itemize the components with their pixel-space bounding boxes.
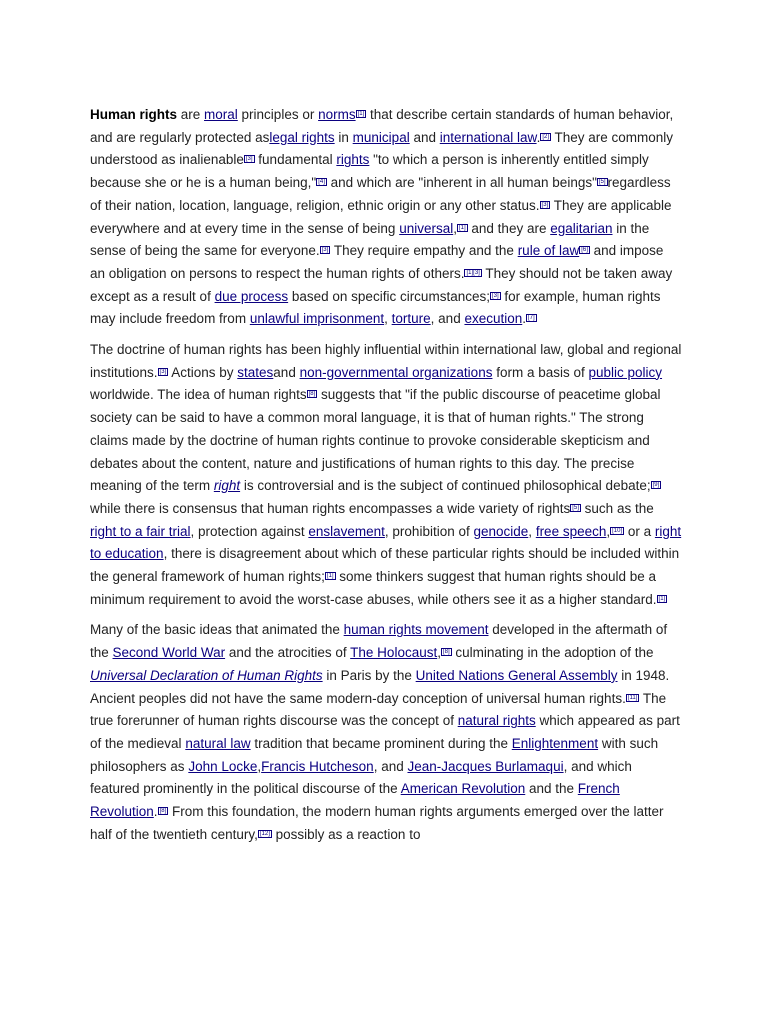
article-body	[90, 104, 682, 855]
link-due-process[interactable]: due process	[214, 288, 289, 304]
citation-label: [3]	[159, 368, 167, 375]
link-legal-rights[interactable]: legal rights	[269, 129, 335, 145]
text-run: culminating in the adoption of the	[451, 645, 654, 661]
citation-ref[interactable]	[320, 246, 331, 253]
text-run: , and which featured prominently in the political discourse of the	[90, 758, 632, 797]
citation-label: [5]	[572, 504, 579, 511]
citation-ref[interactable]	[325, 572, 336, 579]
citation-label: [7]	[528, 315, 535, 322]
link-states[interactable]: states	[237, 364, 274, 380]
text-run: tradition that became prominent during the	[250, 735, 512, 751]
text-run: principles or	[237, 107, 319, 122]
text-run: and the	[525, 781, 578, 797]
citation-label: [9]	[652, 482, 660, 489]
citation-label: [8]	[308, 391, 316, 398]
text-run: , and	[430, 311, 465, 327]
citation-ref[interactable]	[457, 224, 468, 231]
paragraph-2	[90, 339, 682, 611]
link-right-to-education[interactable]: right to education	[90, 523, 682, 562]
link-american-revolution[interactable]: American Revolution	[400, 781, 526, 797]
text-run: such as the	[580, 500, 654, 516]
link-norms[interactable]: norms	[318, 107, 356, 122]
article-subject: Human rights	[90, 107, 178, 122]
link-right[interactable]: right	[213, 478, 241, 494]
citation-label: [8]	[159, 808, 167, 815]
link-unlawful-imprisonment[interactable]: unlawful imprisonment	[249, 311, 385, 327]
link-natural-law[interactable]: natural law	[185, 735, 251, 751]
link-united-nations-general-assembly[interactable]: United Nations General Assembly	[415, 667, 618, 683]
citation-ref[interactable]	[490, 292, 501, 299]
text-run: .	[153, 804, 158, 820]
citation-ref[interactable]	[464, 269, 481, 276]
link-the-holocaust[interactable]: The Holocaust	[350, 645, 438, 661]
citation-ref[interactable]	[316, 178, 327, 185]
link-municipal[interactable]: municipal	[352, 129, 410, 145]
citation-label: [3]	[245, 156, 253, 163]
citation-label: [12]	[259, 830, 270, 837]
link-enlightenment[interactable]: Enlightenment	[511, 735, 599, 751]
text-run: ,	[606, 523, 611, 539]
link-john-locke[interactable]: John Locke	[188, 758, 258, 774]
citation-label: [11]	[627, 694, 638, 701]
citation-ref[interactable]	[526, 314, 537, 321]
text-run: while there is consensus that human rights encompasses a wide variety of rights	[90, 500, 571, 516]
text-run: are	[177, 107, 205, 122]
text-run: and impose an obligation on persons to respect the human rights of others.	[90, 243, 664, 281]
text-run: fundamental	[254, 152, 337, 168]
text-run: suggests that "if the public discourse of peacetime global society can be said to have a common moral language, it is that of human rights." The strong claims made by the doctrine of human rights continue to provoke considerable skepticism and debates about the content, nature and justifications of human rights to this day. The precise meaning of the term	[90, 387, 661, 494]
citation-label: [8]	[442, 649, 450, 656]
link-universal-declaration-of-human-rights[interactable]: Universal Declaration of Human Rights	[90, 667, 323, 683]
text-run: for example, human rights may include freedom from	[90, 288, 661, 327]
text-run: and	[273, 364, 300, 380]
text-run: or a	[624, 523, 655, 539]
text-run: with such philosophers as	[90, 735, 659, 774]
citation-label: [4]	[318, 179, 325, 186]
text-run: , protection against	[190, 523, 309, 539]
text-run: worldwide. The idea of human rights	[90, 387, 307, 403]
text-run: They require empathy and the	[330, 243, 518, 259]
text-run: , prohibition of	[384, 523, 474, 539]
citation-label: [3]	[321, 247, 329, 254]
citation-label: [6]	[581, 247, 588, 254]
link-right-to-a-fair-trial[interactable]: right to a fair trial	[90, 523, 191, 539]
citation-label: [5]	[598, 179, 606, 186]
text-run: They are commonly understood as inalienable	[90, 129, 674, 168]
link-free-speech[interactable]: free speech	[535, 523, 607, 539]
text-run: is controversial and is the subject of continued philosophical debate;	[240, 478, 651, 494]
text-run: and they are	[467, 220, 551, 236]
citation-label: [2]	[542, 133, 549, 140]
text-run: .	[536, 129, 541, 145]
citation-ref[interactable]	[158, 807, 169, 814]
link-francis-hutcheson[interactable]: Francis Hutcheson	[261, 758, 374, 774]
citation-ref[interactable]	[540, 133, 551, 140]
link-moral[interactable]: moral	[204, 107, 238, 122]
link-rights[interactable]: rights	[336, 152, 370, 168]
text-run: and	[409, 129, 440, 145]
citation-ref[interactable]	[258, 830, 272, 837]
text-run: Many of the basic ideas that animated the	[90, 622, 344, 638]
text-run: some thinkers suggest that human rights should be a minimum requirement to avoid the worst-case abuses, while others see it as a higher standard.	[90, 569, 657, 607]
citation-ref[interactable]	[158, 368, 169, 375]
text-run: The doctrine of human rights has been highly influential within international law, global and regional institutions.	[90, 342, 682, 380]
text-run: They should not be taken away except as a result of	[90, 265, 673, 304]
citation-label: [1]	[326, 573, 334, 580]
citation-ref[interactable]	[570, 504, 581, 511]
text-run: based on specific circumstances;	[288, 288, 490, 304]
text-run: possibly as a reaction to	[271, 826, 421, 842]
text-run: The true forerunner of human rights discourse was the concept of	[90, 690, 667, 729]
citation-label: [10]	[612, 527, 623, 534]
citation-ref[interactable]	[610, 527, 624, 534]
link-international-law[interactable]: international law	[439, 129, 537, 145]
link-universal[interactable]: universal	[399, 220, 454, 236]
link-public-policy[interactable]: public policy	[588, 364, 663, 380]
text-run: and the atrocities of	[225, 645, 351, 661]
text-run: that describe certain standards of human behavior, and are regularly protected as	[90, 107, 674, 145]
link-human-rights-movement[interactable]: human rights movement	[343, 622, 489, 638]
citation-ref[interactable]	[597, 178, 608, 185]
citation-ref[interactable]	[356, 110, 367, 117]
citation-ref[interactable]	[441, 648, 452, 655]
paragraph-1	[90, 104, 682, 331]
text-run: ,	[528, 523, 536, 539]
citation-label: [1][3]	[466, 269, 480, 276]
text-run: , there is disagreement about which of these particular rights should be included within the general framework of human rights;	[90, 546, 680, 585]
link-enslavement[interactable]: enslavement	[308, 523, 385, 539]
citation-ref[interactable]	[657, 595, 668, 602]
text-run: ,	[257, 758, 262, 774]
text-run: in the sense of being the same for everyone.	[90, 220, 650, 259]
text-run: From this foundation, the modern human rights arguments emerged over the latter half of the twentieth century,	[90, 804, 664, 842]
link-genocide[interactable]: genocide	[473, 523, 529, 539]
text-run: ,	[453, 220, 457, 236]
citation-label: [1]	[357, 111, 365, 117]
citation-ref[interactable]	[626, 694, 640, 701]
text-run: regardless of their nation, location, language, religion, ethnic origin or any other status.	[90, 175, 671, 213]
text-run: developed in the aftermath of the	[90, 622, 668, 661]
text-run: and which are "inherent in all human beings"	[326, 175, 597, 191]
text-run: , and	[373, 758, 408, 774]
link-torture[interactable]: torture	[391, 311, 431, 327]
citation-ref[interactable]	[651, 481, 662, 488]
paragraph-3	[90, 619, 682, 846]
text-run: They are applicable everywhere and at every time in the sense of being	[90, 197, 672, 236]
text-run: .	[522, 311, 527, 327]
text-run: ,	[384, 311, 392, 327]
citation-ref[interactable]	[307, 390, 318, 397]
link-rule-of-law[interactable]: rule of law	[517, 243, 580, 259]
text-run: in	[334, 129, 353, 145]
citation-ref[interactable]	[540, 201, 551, 208]
citation-label: [3]	[491, 292, 499, 299]
link-non-governmental-organizations[interactable]: non-governmental organizations	[299, 364, 493, 380]
link-execution[interactable]: execution	[464, 311, 523, 327]
text-run: in Paris by the	[322, 667, 416, 683]
text-run: Actions by	[168, 364, 238, 380]
citation-label: [3]	[541, 201, 549, 208]
text-run: in 1948. Ancient peoples did not have the same modern-day conception of universal human rights.	[90, 667, 670, 706]
citation-ref[interactable]	[244, 155, 255, 162]
link-french-revolution[interactable]: French Revolution	[90, 781, 620, 820]
link-natural-rights[interactable]: natural rights	[457, 713, 536, 729]
link-second-world-war[interactable]: Second World War	[112, 645, 226, 661]
text-run: "to which a person is inherently entitled simply because she or he is a human being,"	[90, 152, 649, 191]
citation-label: [1]	[658, 595, 666, 602]
text-run: which appeared as part of the medieval	[90, 713, 680, 751]
link-egalitarian[interactable]: egalitarian	[550, 220, 613, 236]
citation-label: [1]	[458, 224, 466, 231]
text-run: ,	[437, 645, 441, 661]
text-run: form a basis of	[492, 364, 589, 380]
link-jean-jacques-burlamaqui[interactable]: Jean-Jacques Burlamaqui	[407, 758, 564, 774]
citation-ref[interactable]	[579, 246, 590, 253]
